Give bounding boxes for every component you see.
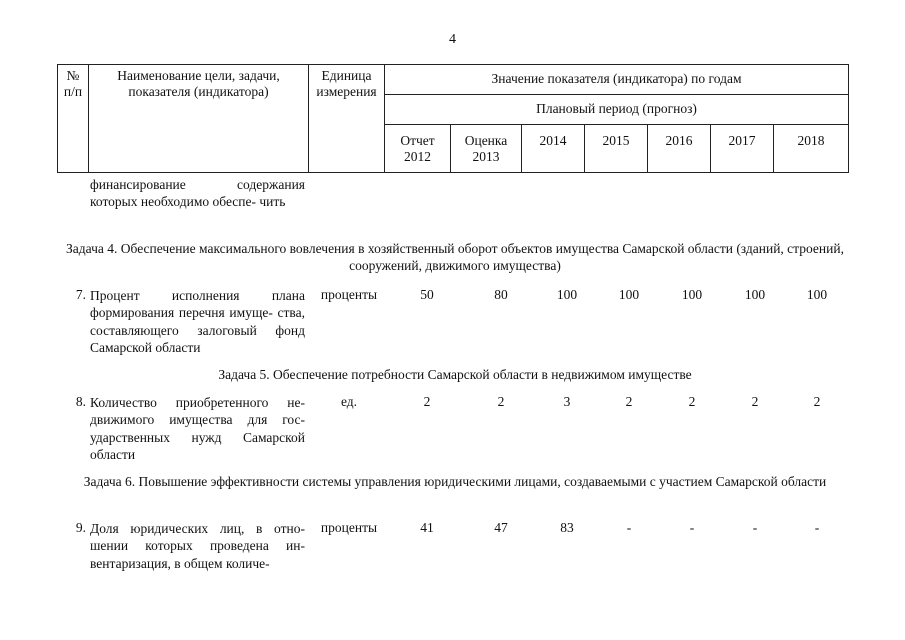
table-row	[0, 287, 905, 367]
header-year-label: Отчет	[400, 133, 435, 148]
header-planned-period: Плановый период (прогноз)	[385, 95, 849, 125]
value-2018: -	[814, 520, 820, 535]
value-2015: 2	[625, 394, 633, 409]
indicator-name: Процент исполнения плана формирования перечня имуще- ства, составляющего залоговый фонд Самарской области	[90, 288, 305, 355]
header-num: № п/п	[58, 65, 89, 173]
value-2014: 3	[563, 394, 571, 409]
task-6-heading: Задача 6. Повышение эффективности системы управления юридическими лицами, создаваемыми с участием Самарской области	[83, 474, 827, 489]
value-2016: -	[689, 520, 695, 535]
header-year-label: Оценка	[464, 133, 508, 148]
value-2012: 50	[420, 287, 434, 302]
header-year-value: 2012	[404, 149, 431, 165]
value-2013: 2	[497, 394, 505, 409]
header-name: Наименование цели, задачи, показателя (индикатора)	[89, 65, 309, 173]
value-2018: 2	[813, 394, 821, 409]
value-2015: -	[626, 520, 632, 535]
indicator-table-header	[57, 64, 849, 173]
header-year-2015: 2015	[585, 125, 648, 173]
header-year-2016: 2016	[648, 125, 711, 173]
value-2012: 41	[420, 520, 434, 535]
indicator-name: Доля юридических лиц, в отно- шении которых проведена ин- вентаризация, в общем количе-	[90, 521, 305, 571]
indicator-unit: проценты	[320, 520, 378, 535]
header-year-2014: 2014	[522, 125, 585, 173]
row-number: 9.	[75, 520, 86, 535]
value-2012: 2	[423, 394, 431, 409]
header-year-2013	[451, 125, 522, 173]
task-5-heading: Задача 5. Обеспечение потребности Самарской области в недвижимом имуществе	[218, 367, 692, 382]
value-2013: 80	[494, 287, 508, 302]
header-value-title: Значение показателя (индикатора) по годам	[385, 65, 849, 95]
task-4-heading: Задача 4. Обеспечение максимального вовлечения в хозяйственный оборот объектов имущества Самарской области (зданий, строений, сооружений, движимого имущества)	[66, 241, 844, 274]
value-2017: 2	[751, 394, 759, 409]
value-2015: 100	[618, 287, 640, 302]
indicator-unit: ед.	[340, 394, 358, 409]
value-2017: 100	[744, 287, 766, 302]
page-number: 4	[449, 32, 456, 47]
row-number: 7.	[75, 287, 86, 302]
value-2018: 100	[806, 287, 828, 302]
continuation-text: финансирование содержания которых необходимо обеспе- чить	[90, 177, 305, 210]
value-2016: 100	[681, 287, 703, 302]
value-2014: 100	[556, 287, 578, 302]
value-2014: 83	[560, 520, 574, 535]
header-year-2012	[385, 125, 451, 173]
table-row	[0, 394, 905, 474]
table-row	[0, 520, 905, 600]
row-number: 8.	[75, 394, 86, 409]
indicator-unit: проценты	[320, 287, 378, 302]
header-unit: Единица измерения	[309, 65, 385, 173]
indicator-name: Количество приобретенного не- движимого имущества для гос- ударственных нужд Самарской области	[90, 395, 305, 462]
header-year-2018: 2018	[774, 125, 849, 173]
value-2017: -	[752, 520, 758, 535]
header-year-value: 2013	[472, 149, 500, 165]
value-2013: 47	[494, 520, 508, 535]
header-year-2017: 2017	[711, 125, 774, 173]
value-2016: 2	[688, 394, 696, 409]
